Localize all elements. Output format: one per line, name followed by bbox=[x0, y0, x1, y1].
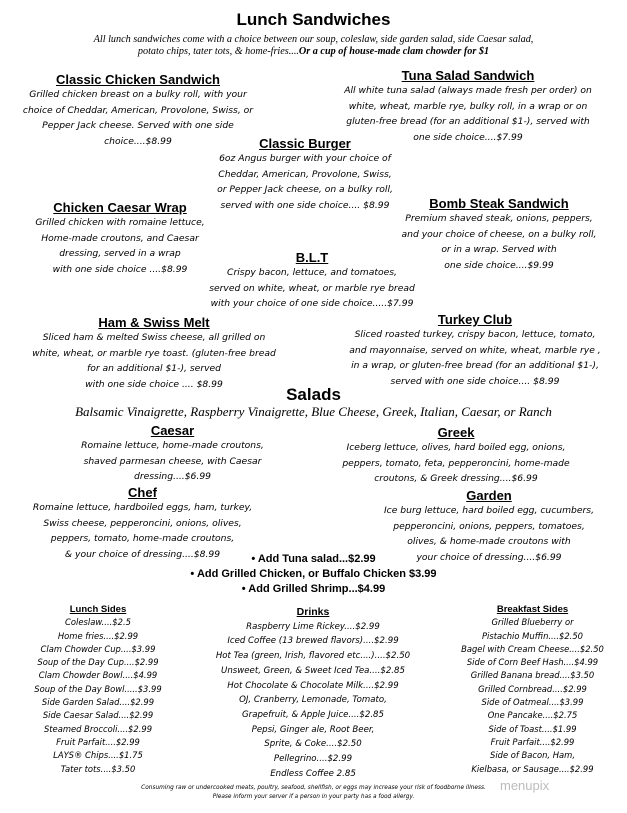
desc-line: white, wheat, or marble rye toast. (gluten-free bread bbox=[32, 347, 276, 359]
list-item: One Pancake....$2.75 bbox=[487, 710, 578, 721]
addon-shrimp: • Add Grilled Shrimp...$4.99 bbox=[241, 583, 386, 595]
desc-line: with your choice of one side choice.....$7.99 bbox=[210, 298, 414, 309]
list-item: Bagel with Cream Cheese....$2.50 bbox=[461, 643, 604, 654]
section-heading: Drinks bbox=[296, 606, 330, 618]
desc-line: croutons, & Greek dressing....$6.99 bbox=[374, 473, 538, 484]
list-item: Fruit Parfait....$2.99 bbox=[490, 736, 575, 747]
desc-line: or Pepper Jack cheese, on a bulky roll, bbox=[217, 184, 393, 195]
item-name: Chicken Caesar Wrap bbox=[53, 200, 187, 215]
caesar-salad bbox=[50, 423, 295, 485]
desc-line: Home-made croutons, and Caesar bbox=[41, 232, 199, 244]
desc-line: with one side choice ....$8.99 bbox=[52, 263, 188, 275]
salad-addons bbox=[150, 552, 477, 597]
desc-line: All white tuna salad (always made fresh per order) on bbox=[344, 85, 592, 96]
list-item: Soup of the Day Cup....$2.99 bbox=[37, 657, 159, 668]
greek-salad bbox=[322, 425, 590, 487]
menupix-watermark: menupix bbox=[500, 778, 550, 793]
bullet-icon: • bbox=[241, 583, 246, 595]
desc-line: Iceberg lettuce, olives, hard boiled egg, onions, bbox=[346, 442, 566, 453]
list-item: Clam Chowder Bowl....$4.99 bbox=[38, 670, 158, 681]
list-item: Tater tots....$3.50 bbox=[60, 763, 136, 774]
desc-line: Cheddar, American, Provolone, Swiss, bbox=[218, 168, 392, 180]
desc-line: Crispy bacon, lettuce, and tomatoes, bbox=[227, 267, 397, 278]
desc-line: one side choice....$9.99 bbox=[444, 259, 554, 271]
item-name: Classic Burger bbox=[259, 136, 351, 151]
turkey-club bbox=[330, 312, 620, 389]
list-item: Iced Coffee (13 brewed flavors)....$2.99 bbox=[227, 636, 399, 647]
intro-text bbox=[10, 34, 617, 58]
list-item: Side Caesar Salad....$2.99 bbox=[42, 710, 154, 721]
desc-line: olives, & home-made croutons with bbox=[407, 536, 571, 547]
list-item: Pellegrino....$2.99 bbox=[273, 754, 353, 765]
desc-line: or in a wrap. Served with bbox=[441, 244, 557, 255]
desc-line: gluten-free bread (for an additional $1-), served with bbox=[346, 116, 590, 127]
page-title: Lunch Sandwiches bbox=[236, 10, 391, 29]
bullet-icon: • bbox=[190, 568, 195, 580]
desc-line: one side choice....$7.99 bbox=[413, 131, 523, 143]
desc-line: Grilled chicken with romaine lettuce, bbox=[35, 217, 205, 228]
salad-dressings: Balsamic Vinaigrette, Raspberry Vinaigrette, Blue Cheese, Greek, Italian, Caesar, or Ranch bbox=[75, 404, 552, 419]
list-item: Hot Tea (green, Irish, flavored etc....)....$2.50 bbox=[215, 651, 411, 662]
list-item: LAYS® Chips....$1.75 bbox=[53, 750, 143, 761]
desc-line: Sliced roasted turkey, crispy bacon, lettuce, tomato, bbox=[354, 329, 596, 340]
list-item: Grilled Banana bread....$3.50 bbox=[470, 670, 595, 681]
item-name: Caesar bbox=[150, 423, 195, 438]
item-name: Tuna Salad Sandwich bbox=[401, 68, 535, 83]
allergy-notice: Please inform your server if a person in your party has a food allergy. bbox=[212, 794, 415, 800]
desc-line: Grilled chicken breast on a bulky roll, with your bbox=[29, 89, 247, 100]
list-item: Raspberry Lime Rickey....$2.99 bbox=[246, 621, 380, 632]
list-item: Side of Toast....$1.99 bbox=[488, 723, 577, 734]
list-item: Side Garden Salad....$2.99 bbox=[41, 697, 155, 708]
addon-chicken: • Add Grilled Chicken, or Buffalo Chicken $3.99 bbox=[190, 568, 437, 580]
list-item: Endless Coffee 2.85 bbox=[270, 768, 356, 779]
section-heading: Breakfast Sides bbox=[496, 604, 569, 615]
desc-line: dressing....$6.99 bbox=[133, 471, 212, 482]
breakfast-sides bbox=[445, 603, 620, 776]
desc-line: Premium shaved steak, onions, peppers, bbox=[405, 213, 593, 224]
list-item: Grapefruit, & Apple Juice....$2.85 bbox=[242, 709, 384, 720]
addon-tuna: • Add Tuna salad...$2.99 bbox=[251, 553, 376, 565]
list-item: Side of Oatmeal....$3.99 bbox=[481, 697, 584, 708]
desc-line: served on white, wheat, or marble rye bread bbox=[209, 282, 415, 294]
food-safety-notice: Consuming raw or undercooked meats, poultry, seafood, shellfish, or eggs may increase your risk of foodborne illness. bbox=[141, 785, 486, 791]
list-item: Clam Chowder Cup....$3.99 bbox=[40, 643, 156, 654]
footer-disclaimer bbox=[60, 784, 567, 802]
item-name: B.L.T bbox=[295, 250, 329, 265]
desc-line: & your choice of dressing....$8.99 bbox=[64, 548, 221, 560]
desc-line: Romaine lettuce, hardboiled eggs, ham, turkey, bbox=[32, 502, 253, 513]
desc-line: in a wrap, or gluten-free bread (for an additional $1-), bbox=[351, 360, 599, 371]
desc-line: Swiss cheese, pepperoncini, onions, olives, bbox=[43, 517, 242, 529]
list-item: Side of Bacon, Ham, bbox=[490, 750, 575, 761]
drinks bbox=[188, 605, 438, 781]
desc-line: choice of Cheddar, American, Provolone, Swiss, or bbox=[22, 104, 254, 116]
desc-line: white, wheat, marble rye, bulky roll, in a wrap or on bbox=[348, 100, 588, 112]
item-name: Turkey Club bbox=[437, 312, 513, 327]
list-item: Steamed Broccoli....$2.99 bbox=[43, 723, 153, 734]
desc-line: your choice of dressing....$6.99 bbox=[416, 551, 562, 563]
desc-line: and your choice of cheese, on a bulky roll, bbox=[401, 228, 597, 240]
list-item: Grilled Cornbread....$2.99 bbox=[478, 683, 587, 694]
list-item: Kielbasa, or Sausage....$2.99 bbox=[471, 763, 594, 774]
item-name: Greek bbox=[437, 425, 475, 440]
desc-line: with one side choice .... $8.99 bbox=[85, 378, 223, 390]
desc-line: served with one side choice.... $8.99 bbox=[220, 199, 390, 211]
list-item: Pepsi, Ginger ale, Root Beer, bbox=[251, 724, 375, 735]
salads-heading: Salads bbox=[286, 385, 341, 404]
list-item: Home fries....$2.99 bbox=[57, 630, 139, 641]
desc-line: served with one side choice.... $8.99 bbox=[390, 375, 560, 387]
desc-line: dressing, served in a wrap bbox=[59, 248, 181, 259]
tuna-salad-sandwich bbox=[322, 68, 614, 145]
desc-line: Pepper Jack cheese. Served with one side bbox=[42, 120, 234, 131]
list-item: Pistachio Muffin....$2.50 bbox=[481, 630, 584, 641]
desc-line: peppers, tomato, feta, pepperoncini, home-made bbox=[342, 457, 570, 469]
desc-line: shaved parmesan cheese, with Caesar bbox=[83, 455, 262, 467]
list-item: Sprite, & Coke....$2.50 bbox=[264, 739, 362, 750]
item-name: Garden bbox=[466, 488, 512, 503]
blt-sandwich bbox=[192, 250, 432, 312]
list-item: Unsweet, Green, & Sweet Iced Tea....$2.85 bbox=[221, 665, 405, 676]
ham-swiss-melt bbox=[8, 315, 300, 392]
desc-line: Sliced ham & melted Swiss cheese, all grilled on bbox=[42, 332, 266, 343]
intro-line-1: All lunch sandwiches come with a choice between our soup, coleslaw, side garden salad, side Caesar salad, bbox=[93, 34, 534, 45]
list-item: Soup of the Day Bowl.....$3.99 bbox=[34, 683, 162, 694]
item-name: Bomb Steak Sandwich bbox=[429, 196, 569, 211]
desc-line: choice....$8.99 bbox=[104, 135, 172, 147]
desc-line: peppers, tomato, home-made croutons, bbox=[50, 533, 235, 544]
item-name: Ham & Swiss Melt bbox=[98, 315, 210, 330]
list-item: Side of Corn Beef Hash....$4.99 bbox=[466, 657, 599, 668]
desc-line: Romaine lettuce, home-made croutons, bbox=[81, 440, 264, 451]
list-item: Coleslaw....$2.5 bbox=[65, 617, 131, 628]
desc-line: for an additional $1-), served bbox=[86, 363, 222, 374]
desc-line: and mayonnaise, served on white, wheat, marble rye , bbox=[349, 344, 601, 356]
list-item: OJ, Cranberry, Lemonade, Tomato, bbox=[239, 695, 387, 706]
chicken-caesar-wrap bbox=[20, 200, 220, 277]
chef-salad bbox=[10, 485, 275, 562]
desc-line: Ice burg lettuce, hard boiled egg, cucumbers, bbox=[383, 505, 595, 516]
list-item: Fruit Parfait....$2.99 bbox=[56, 736, 140, 747]
bullet-icon: • bbox=[251, 553, 256, 565]
list-item: Grilled Blueberry or bbox=[491, 617, 574, 628]
intro-chowder-offer: Or a cup of house-made clam chowder for $1 bbox=[298, 46, 490, 57]
intro-line-2: potato chips, tater tots, & home-fries....Or a cup of house-made clam chowder for $1 bbox=[137, 46, 490, 57]
lunch-sides bbox=[18, 603, 178, 776]
desc-line: pepperoncini, onions, peppers, tomatoes, bbox=[393, 520, 585, 532]
list-item: Hot Chocolate & Chocolate Milk....$2.99 bbox=[227, 680, 399, 691]
section-heading: Lunch Sides bbox=[69, 604, 127, 615]
item-name: Classic Chicken Sandwich bbox=[55, 72, 220, 87]
desc-line: 6oz Angus burger with your choice of bbox=[219, 153, 391, 164]
item-name: Chef bbox=[128, 485, 157, 500]
